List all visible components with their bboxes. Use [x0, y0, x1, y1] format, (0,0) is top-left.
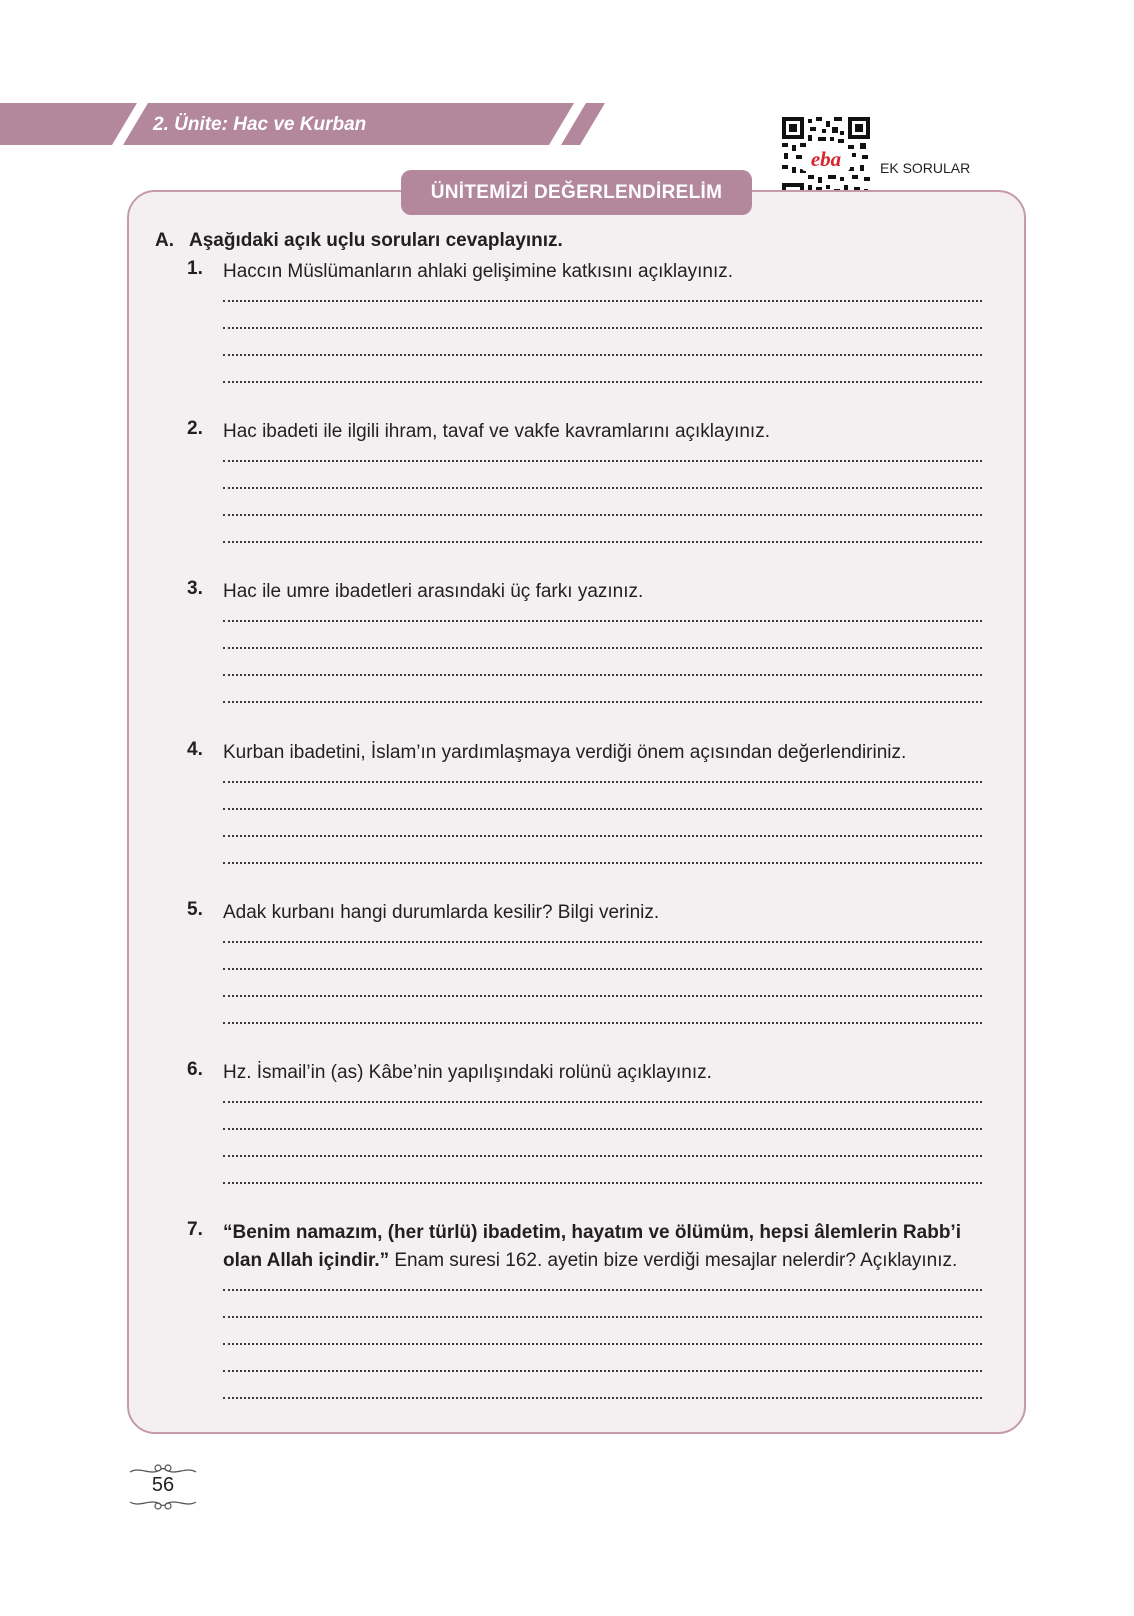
answer-line[interactable]	[223, 1101, 982, 1103]
question-text: Haccın Müslümanların ahlaki gelişimine katkısını açıklayınız.	[223, 261, 734, 282]
answer-line[interactable]	[223, 808, 982, 810]
answer-line[interactable]	[223, 620, 982, 622]
answer-line[interactable]	[223, 541, 982, 543]
answer-line[interactable]	[223, 701, 982, 703]
question-number: 3.	[187, 578, 203, 599]
answer-line[interactable]	[223, 968, 982, 970]
svg-text:eba: eba	[810, 147, 842, 171]
question-number: 5.	[187, 899, 203, 920]
answer-line[interactable]	[223, 381, 982, 383]
answer-line[interactable]	[223, 995, 982, 997]
unit-title: 2. Ünite: Hac ve Kurban	[153, 114, 367, 135]
answer-line[interactable]	[223, 862, 982, 864]
question-text: Hac ile umre ibadetleri arasındaki üç farkı yazınız.	[223, 581, 644, 602]
answer-line[interactable]	[223, 781, 982, 783]
question-number: 4.	[187, 739, 203, 760]
page-number: 56	[151, 1474, 175, 1496]
question-text: Hz. İsmail’in (as) Kâbe’nin yapılışındaki rolünü açıklayınız.	[223, 1062, 712, 1083]
answer-line[interactable]	[223, 1316, 982, 1318]
question-text: Hac ibadeti ile ilgili ihram, tavaf ve vakfe kavramlarını açıklayınız.	[223, 421, 770, 442]
answer-line[interactable]	[223, 460, 982, 462]
answer-line[interactable]	[223, 487, 982, 489]
answer-line[interactable]	[223, 835, 982, 837]
question-text-rest: Enam suresi 162. ayetin bize verdiği mesajlar nelerdir? Açıklayınız.	[389, 1250, 958, 1271]
question-text: Kurban ibadetini, İslam’ın yardımlaşmaya verdiği önem açısından değerlendiriniz.	[223, 742, 907, 763]
answer-line[interactable]	[223, 647, 982, 649]
question-number: 7.	[187, 1219, 203, 1240]
answer-line[interactable]	[223, 1155, 982, 1157]
section-heading	[155, 230, 563, 252]
answer-line[interactable]	[223, 327, 982, 329]
question-text: Adak kurbanı hangi durumlarda kesilir? Bilgi veriniz.	[223, 902, 660, 923]
answer-line[interactable]	[223, 1128, 982, 1130]
answer-line[interactable]	[223, 514, 982, 516]
answer-line[interactable]	[223, 1289, 982, 1291]
qr-caption: EK SORULAR	[880, 160, 971, 176]
answer-line[interactable]	[223, 1397, 982, 1399]
quoted-verse: “Benim namazım, (her türlü) ibadetim, hayatım ve ölümüm, hepsi âlemlerin Rabb’i olan Allah içindir.”	[223, 1222, 961, 1271]
answer-line[interactable]	[223, 1182, 982, 1184]
answer-line[interactable]	[223, 1022, 982, 1024]
answer-line[interactable]	[223, 1370, 982, 1372]
question-number: 6.	[187, 1059, 203, 1080]
answer-line[interactable]	[223, 674, 982, 676]
question-text	[223, 1219, 1003, 1275]
section-instruction: Aşağıdaki açık uçlu soruları cevaplayınız.	[189, 230, 563, 251]
question-number: 2.	[187, 418, 203, 439]
answer-line[interactable]	[223, 1343, 982, 1345]
panel-title: ÜNİTEMİZİ DEĞERLENDİRELİM	[401, 170, 752, 215]
answer-line[interactable]	[223, 354, 982, 356]
section-letter: A.	[155, 230, 174, 251]
question-number: 1.	[187, 258, 203, 279]
answer-line[interactable]	[223, 941, 982, 943]
answer-line[interactable]	[223, 300, 982, 302]
